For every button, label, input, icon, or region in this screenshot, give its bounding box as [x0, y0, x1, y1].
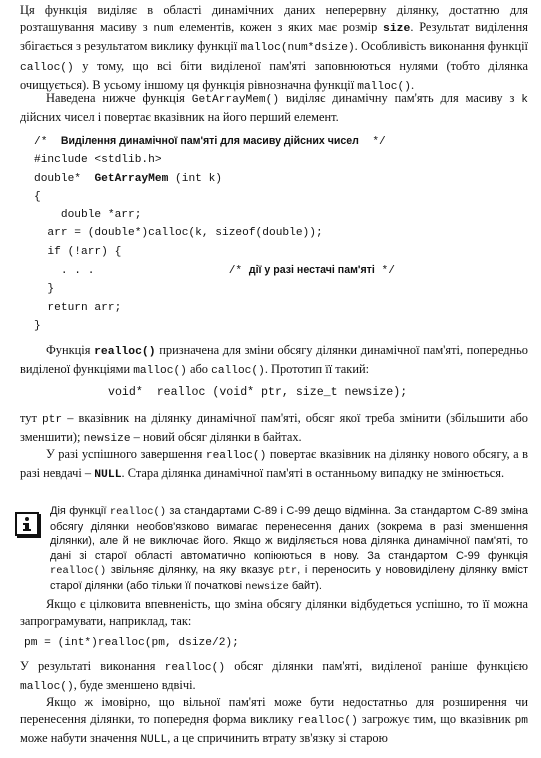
text: виділяє динамічну пам'ять для масиву з [279, 91, 522, 105]
code-line: double* GetArrayMem (int k) [34, 172, 223, 185]
code-line: } [34, 319, 41, 332]
paragraph-calloc-description [20, 2, 528, 96]
note-standards [50, 504, 528, 595]
text: . Прототип її такий: [264, 362, 370, 377]
inline-code: newsize [83, 433, 131, 446]
inline-code: calloc() [20, 61, 74, 74]
code-line: { [34, 190, 41, 203]
code-block-getarraymem [34, 132, 395, 335]
text: У результаті виконання [20, 659, 165, 673]
text: Якщо ж імовірно, що вільної пам'яті може бути недостатньо для розширення чи перенесення ділянки, то попередня форма виклику [20, 695, 528, 727]
inline-code: calloc() [211, 365, 265, 378]
info-icon [15, 512, 39, 536]
text: . Результат виділення збігається з результатом виклику функції [20, 20, 528, 54]
paragraph-realloc-warning [20, 694, 528, 750]
text: тут [20, 411, 42, 425]
paragraph-realloc-result-halved [20, 658, 528, 696]
text: Наведена нижче функція [46, 91, 192, 105]
text: – вказівник на ділянку динамічної пам'яті, обсяг якої треба змінити (збільшити або зменшити); [20, 411, 528, 445]
text: , а це спричинить втрату зв'язку зі старою [167, 731, 388, 746]
text: повертає вказівник на ділянку нового обсягу, а в разі невдачі – [20, 447, 528, 481]
code-line: . . . /* дії у разі нестачі пам'яті */ [34, 264, 395, 278]
text: Дія функції [50, 505, 110, 517]
inline-code: malloc() [357, 80, 411, 93]
inline-code: realloc() [109, 506, 166, 518]
inline-code: realloc() [50, 565, 107, 578]
paragraph-realloc-result [20, 446, 528, 484]
text: за стандартами С-89 і С-99 дещо відмінна. За стандартом С-89 зміна обсягу ділянки необов'язково вимагає перенесення даних (зокрема в разі зменшення ділянки), але й не виключає його. Якщо ж виділяється нова ділянка динамічної пам'яті, то дані зі старої області автоматично копіюються в нову. За стандартом С-99 функція [50, 505, 528, 562]
inline-code: ptr [278, 565, 298, 578]
text: У разі успішного завершення [46, 447, 206, 461]
code-line: if (!arr) { [34, 245, 122, 258]
code-line: double *arr; [34, 209, 142, 222]
inline-code: realloc() [164, 662, 226, 674]
inline-code: num [153, 23, 174, 36]
inline-code: pm [514, 715, 528, 728]
code-line: arr = (double*)calloc(k, sizeof(double)); [34, 227, 323, 240]
inline-code: realloc() [205, 450, 267, 462]
text: . [410, 77, 415, 92]
text: . Особливість виконання функції [354, 39, 528, 54]
code-line: } [34, 283, 55, 296]
inline-code: realloc() [94, 346, 156, 358]
inline-code: NULL [94, 469, 122, 482]
text: Ця функція виділяє в області динамічних даних неперервну ділянку, достатню для розташування масиву з [20, 3, 528, 35]
inline-code: malloc(num*dsize) [240, 42, 355, 55]
inline-code: GetArrayMem() [191, 94, 280, 106]
text: призначена для зміни обсягу ділянки динамічної пам'яті, попередньо виділеної функціями [20, 343, 528, 377]
paragraph-realloc-description [20, 342, 528, 380]
text: . Стара ділянка динамічної пам'яті в останньому випадку не змінюється. [121, 466, 505, 481]
text: звільняє ділянку, на яку вказує [106, 564, 279, 577]
text: Функція [46, 343, 95, 357]
text: , і переносить у нововиділену ділянку вміст старої ділянки (або тільки її початкові [50, 564, 528, 592]
code-line: return arr; [34, 301, 122, 314]
text: елементів, кожен з яких має розмір [173, 20, 384, 35]
text: загрожує тим, що вказівник [357, 712, 515, 727]
paragraph-getarraymem-intro [20, 90, 528, 126]
text: – новий обсяг ділянки в байтах. [130, 430, 302, 445]
inline-code: newsize [245, 580, 289, 593]
text: дійсних чисел і повертає вказівник на його перший елемент. [20, 110, 339, 125]
inline-code: size [383, 23, 411, 36]
realloc-prototype: void* realloc (void* ptr, size_t newsize); [108, 386, 408, 399]
code-line: /* Виділення динамічної пам'яті для масиву дійсних чисел */ [34, 135, 386, 148]
text: або [186, 362, 212, 377]
text: може набути значення [20, 731, 141, 746]
inline-code: malloc() [133, 365, 187, 378]
inline-code: realloc() [297, 715, 358, 728]
text: байт). [288, 579, 322, 592]
text: у тому, що всі біти виділеної пам'яті заповнюються нулями (тобто ділянка очищується). В усьому іншому ця функція рівнозначна функції [20, 58, 528, 92]
code-block-realloc-call: pm = (int*)realloc(pm, dsize/2); [24, 637, 239, 649]
info-glyph [20, 516, 34, 532]
inline-code: NULL [140, 734, 168, 747]
inline-code: ptr [41, 414, 63, 426]
text: обсяг ділянки пам'яті, виділеної раніше функцією [225, 659, 528, 673]
text: Якщо є цілковита впевненість, що зміна обсягу ділянки відбудеться успішно, то її можна запрограмувати, наприклад, так: [20, 597, 528, 629]
paragraph-realloc-example-intro [20, 596, 528, 630]
inline-code: malloc() [20, 681, 74, 694]
code-line: #include <stdlib.h> [34, 154, 162, 167]
paragraph-realloc-params [20, 410, 528, 448]
text: , буде зменшено вдвічі. [73, 678, 196, 693]
inline-code: k [521, 94, 529, 106]
